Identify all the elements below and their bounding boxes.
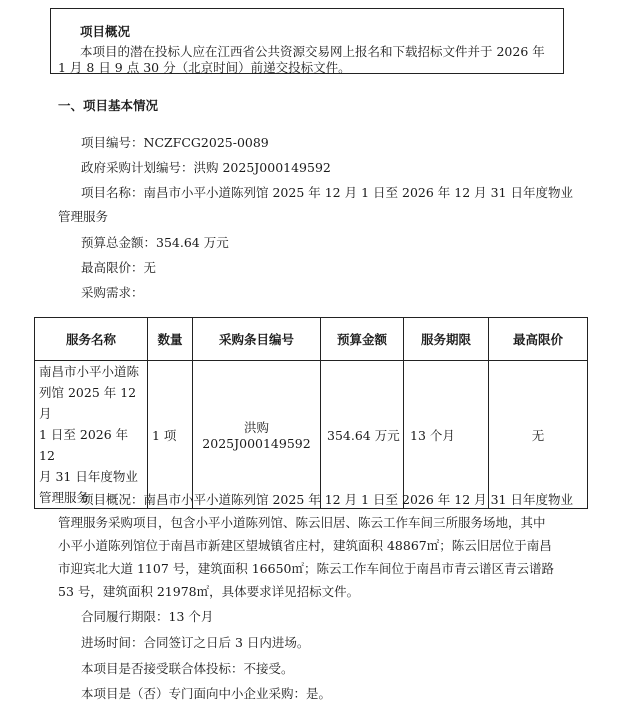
summary-line-4: 市迎宾北大道 1107 号，建筑面积 16650㎡；陈云工作车间位于南昌市青云谱区青云谱路 — [58, 561, 554, 576]
table-row — [35, 361, 588, 509]
header-service-name: 服务名称 — [35, 318, 148, 361]
cell-item-number: 洪购 2025J000149592 — [193, 361, 321, 509]
project-number: 项目编号：NCZFCG2025-0089 — [81, 135, 269, 150]
header-item-number: 采购条目编号 — [193, 318, 321, 361]
project-name-line-2: 管理服务 — [58, 209, 109, 224]
header-budget-amount: 预算金额 — [321, 318, 404, 361]
section-heading-basic-info: 一、项目基本情况 — [58, 98, 159, 113]
cell-service-name — [35, 361, 148, 509]
sme-procurement: 本项目是（否）专门面向中小企业采购：是。 — [81, 686, 332, 701]
procurement-requirements-table — [34, 317, 588, 509]
cell-budget: 354.64 万元 — [321, 361, 404, 509]
project-name-line-1: 项目名称：南昌市小平小道陈列馆 2025 年 12 月 1 日至 2026 年 12 月 31 日年度物业 — [81, 185, 573, 200]
overview-line-2: 1 月 8 日 9 点 30 分（北京时间）前递交投标文件。 — [58, 60, 351, 75]
procurement-plan-number: 政府采购计划编号：洪购 2025J000149592 — [81, 160, 331, 175]
overview-title: 项目概况 — [80, 24, 131, 39]
procurement-demand-label: 采购需求： — [81, 285, 144, 300]
service-name-line: 列馆 2025 年 12 月 — [39, 385, 137, 421]
service-name-line: 1 日至 2026 年 12 — [39, 427, 129, 463]
header-quantity: 数量 — [148, 318, 193, 361]
service-name-line: 管理服务 — [39, 490, 90, 505]
summary-line-1: 项目概况：南昌市小平小道陈列馆 2025 年 12 月 1 日至 2026 年 12 月 31 日年度物业 — [81, 492, 573, 507]
summary-line-2: 管理服务采购项目，包含小平小道陈列馆、陈云旧居、陈云工作车间三所服务场地，其中 — [58, 515, 546, 530]
summary-line-5: 53 号，建筑面积 21978㎡，具体要求详见招标文件。 — [58, 584, 360, 599]
table-header-row — [35, 318, 588, 361]
header-max-price: 最高限价 — [489, 318, 588, 361]
service-name-line: 月 31 日年度物业 — [39, 469, 138, 484]
max-price: 最高限价：无 — [81, 260, 157, 275]
overview-line-1: 本项目的潜在投标人应在江西省公共资源交易网上报名和下载招标文件并于 2026 年 — [80, 44, 545, 59]
entry-time: 进场时间：合同签订之日后 3 日内进场。 — [81, 635, 310, 650]
cell-max-price: 无 — [489, 361, 588, 509]
summary-line-3: 小平小道陈列馆位于南昌市新建区望城镇省庄村，建筑面积 48867㎡；陈云旧居位于南昌 — [58, 538, 552, 553]
cell-period: 13 个月 — [404, 361, 489, 509]
contract-period: 合同履行期限：13 个月 — [81, 609, 214, 624]
service-name-line: 南昌市小平小道陈 — [39, 364, 140, 379]
budget-total: 预算总金额：354.64 万元 — [81, 235, 229, 250]
header-service-period: 服务期限 — [404, 318, 489, 361]
consortium-bidding: 本项目是否接受联合体投标：不接受。 — [81, 661, 294, 676]
cell-quantity: 1 项 — [148, 361, 193, 509]
